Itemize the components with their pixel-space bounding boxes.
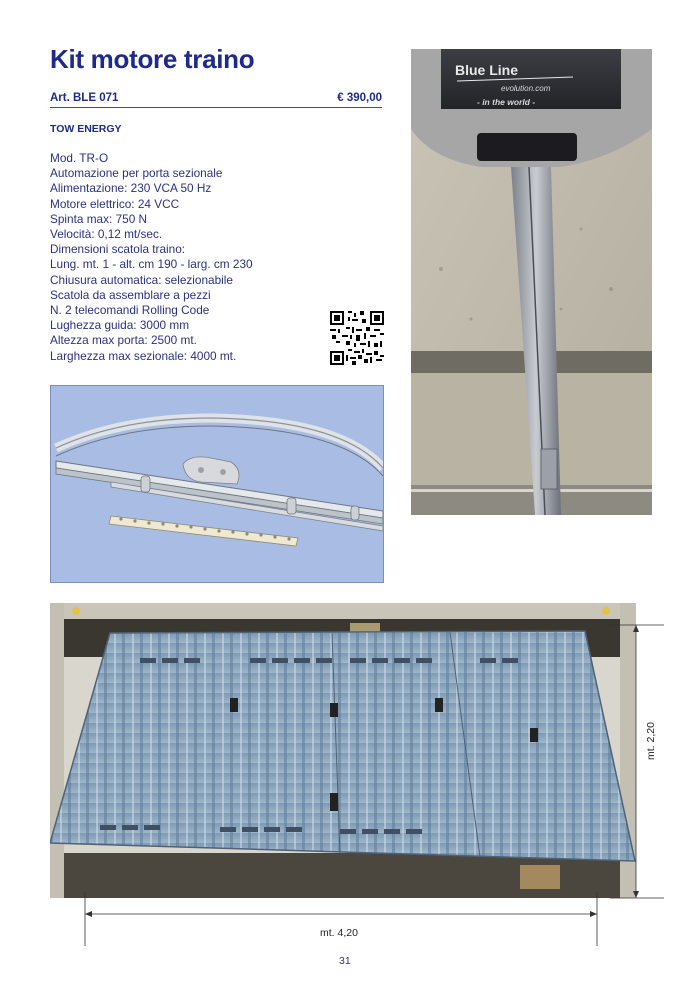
spec-line: Alimentazione: 230 VCA 50 Hz [50, 181, 212, 196]
spec-line: N. 2 telecomandi Rolling Code [50, 303, 210, 318]
width-dimension-label: mt. 4,20 [320, 927, 358, 939]
spec-line: Lung. mt. 1 - alt. cm 190 - larg. cm 230 [50, 257, 253, 272]
page-title: Kit motore traino [50, 44, 255, 74]
spec-line: Dimensioni scatola traino: [50, 242, 186, 257]
spec-line: Lughezza guida: 3000 mm [50, 318, 190, 333]
height-dimension-label: mt. 2,20 [645, 722, 657, 760]
spec-line: Motore elettrico: 24 VCC [50, 196, 180, 211]
spec-line: Chiusura automatica: selezionabile [50, 272, 233, 287]
spec-line: Spinta max: 750 N [50, 211, 148, 226]
spec-line: Automazione per porta sezionale [50, 166, 223, 181]
spec-line: Altezza max porta: 2500 mt. [50, 333, 197, 348]
product-subtitle: TOW ENERGY [50, 123, 122, 135]
motor-brand-label: Blue Line [455, 62, 519, 78]
motor-site-label: evolution.com [501, 84, 551, 93]
motor-slogan-label: - in the world - [477, 97, 536, 107]
spec-line: Velocità: 0,12 mt/sec. [50, 227, 163, 242]
article-code: Art. BLE 071 [50, 92, 119, 104]
spec-line: Scatola da assemblare a pezzi [50, 287, 211, 302]
article-price: € 390,00 [337, 92, 382, 104]
spec-line: Mod. TR-O [50, 151, 109, 165]
spec-line: Larghezza max sezionale: 4000 mt. [50, 348, 237, 363]
page-number: 31 [339, 955, 351, 967]
